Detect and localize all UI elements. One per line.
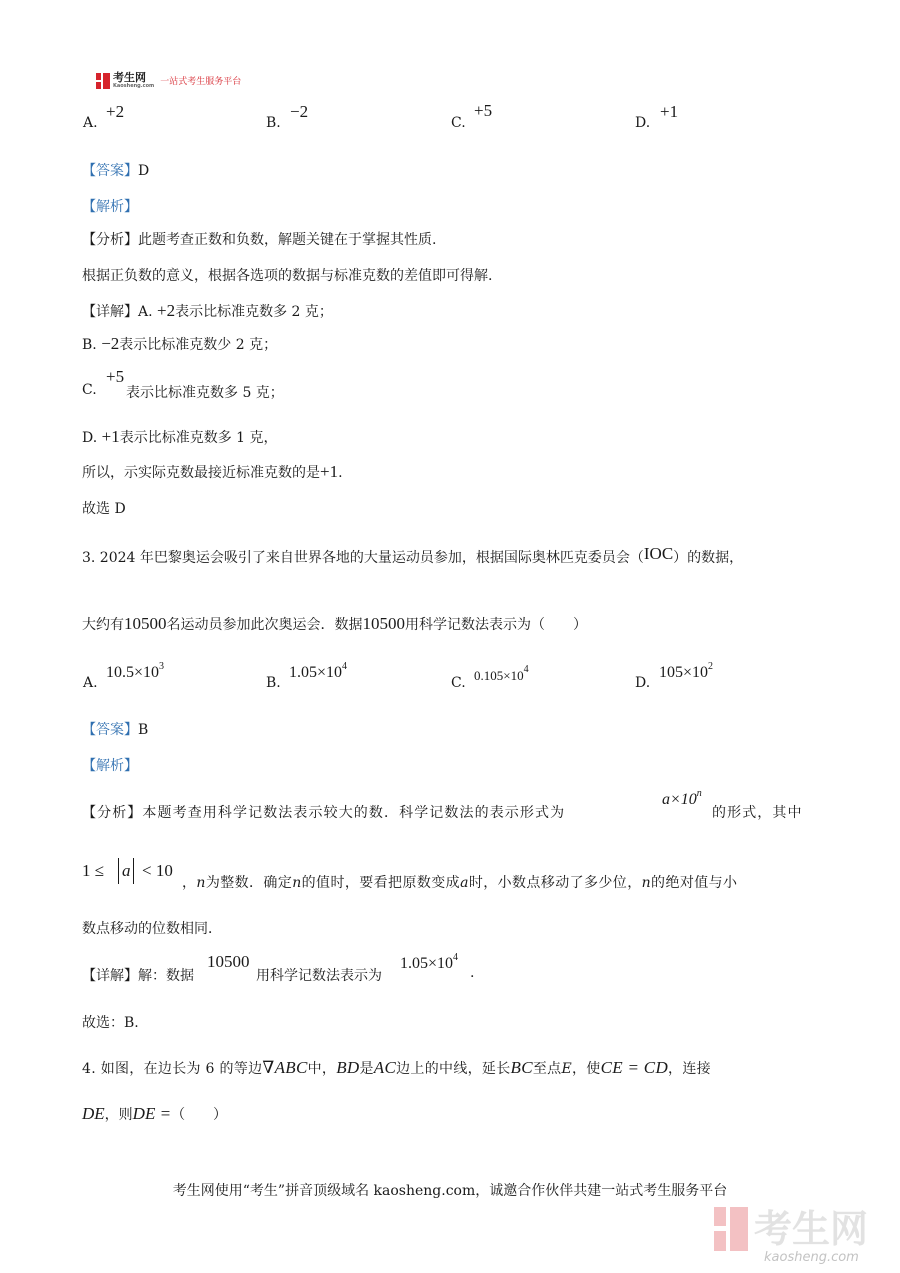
- stem-text: 中，: [307, 1061, 337, 1077]
- fenxi-math-exp: n: [696, 788, 702, 799]
- q3-cond-right: < 10: [142, 861, 173, 880]
- answer-tag: 【答案】: [82, 722, 138, 738]
- q2-option-c-value: +5: [474, 101, 493, 120]
- seg-ac: AC: [373, 1058, 397, 1077]
- fenxi-math-base: a×10: [662, 791, 697, 808]
- q3-option-a-label: A.: [83, 675, 98, 691]
- q2-xiangjie-c-prefix: C.: [82, 382, 97, 398]
- q3-stem-line1: [82, 544, 744, 567]
- option-base: 105×10: [659, 664, 709, 681]
- logo-name: 考生网: [113, 71, 146, 84]
- seg-de-eq: DE =: [132, 1104, 172, 1123]
- option-base: 10.5×10: [106, 664, 160, 681]
- abs-bar-left: [118, 858, 119, 884]
- q3-cond-text: [182, 872, 737, 892]
- stem-text: 至点: [532, 1061, 562, 1077]
- line-prefix: B.: [82, 337, 97, 353]
- watermark-domain: kaosheng.com: [764, 1250, 859, 1265]
- fenxi-text: 此题考查正数和负数，解题关键在于掌握其性质.: [138, 232, 437, 248]
- q2-option-a-value: +2: [106, 102, 125, 121]
- kaosheng-logo-icon: [96, 73, 110, 89]
- q3-option-d-label: D.: [635, 675, 651, 691]
- stem-text-end: ）的数据，: [673, 550, 744, 566]
- fenxi-text: 本题考查用科学记数法表示较大的数．科学记数法的表示形式为: [142, 805, 566, 821]
- stem-text: 3. 2024 年巴黎奥运会吸引了来自世界各地的大量运动员参加，根据国际奥林匹克委员会（: [82, 550, 644, 566]
- seg-de: DE: [82, 1104, 105, 1123]
- kaosheng-watermark-icon: [714, 1207, 748, 1251]
- q2-xiangjie-c-math: +5: [106, 367, 125, 386]
- xiangjie-tag: 【详解】: [82, 304, 138, 320]
- stem-text: ，连接: [668, 1061, 711, 1077]
- var-a: a: [460, 875, 469, 891]
- var-n: n: [292, 875, 302, 891]
- q3-choose: 故选：B.: [82, 1015, 139, 1031]
- ioc-math: IOC: [643, 544, 674, 563]
- eq-ce-cd: CE = CD: [600, 1058, 669, 1077]
- line-prefix: A.: [138, 304, 153, 320]
- q4-stem-line2: [82, 1104, 227, 1124]
- q3-fenxi-end: 的形式，其中: [712, 805, 803, 821]
- conclusion-end: .: [338, 465, 343, 481]
- watermark-logo: [714, 1207, 868, 1251]
- answer-tag: 【答案】: [82, 163, 138, 179]
- q3-option-d-value: [659, 661, 713, 682]
- q3-option-b-value: [289, 661, 347, 682]
- q3-xiangjie-text2: 用科学记数法表示为: [256, 968, 382, 984]
- q3-cond-left: 1 ≤: [82, 861, 105, 880]
- cond-text: 时，小数点移动了多少位，: [468, 875, 642, 891]
- xiangjie-text: 解：数据: [138, 968, 194, 984]
- q3-xiangjie-end: .: [470, 965, 475, 981]
- fenxi-tag: 【分析】: [82, 232, 138, 248]
- stem-text: （ ）: [171, 1107, 228, 1123]
- stem-text: ，使: [572, 1061, 601, 1077]
- q2-xiangjie-a: [82, 301, 333, 321]
- line-math: −2: [101, 334, 120, 353]
- q3-option-b-label: B.: [266, 675, 281, 691]
- seg-bc: BC: [510, 1058, 533, 1077]
- number-10500: 10500: [124, 614, 167, 633]
- q2-xiangjie-c-text: 表示比标准克数多 5 克；: [126, 385, 284, 401]
- option-exp: 4: [342, 661, 348, 672]
- q3-fenxi-math: [662, 788, 702, 809]
- option-base: 0.105×10: [474, 668, 524, 683]
- stem-text: 大约有: [82, 617, 124, 633]
- number-10500-b: 10500: [362, 614, 405, 633]
- page-footer: 考生网使用“考生”拼音顶级域名 kaosheng.com，诚邀合作伙伴共建一站式考生服务平台: [172, 1183, 728, 1199]
- answer-value: D: [138, 163, 150, 179]
- q2-answer: [82, 160, 149, 180]
- stem-text: 4. 如图，在边长为 6 的等边: [82, 1061, 263, 1077]
- option-exp: 2: [708, 661, 714, 672]
- q3-option-c-label: C.: [451, 675, 466, 691]
- q3-option-c-value: [474, 664, 529, 684]
- logo-domain: Kaosheng.com: [113, 83, 155, 89]
- conclusion-text: 所以，示实际克数最接近标准克数的是: [82, 465, 320, 481]
- q2-option-b-value: −2: [290, 102, 309, 121]
- triangle-abc: ∇ABC: [262, 1058, 308, 1077]
- q4-stem-line1: [82, 1058, 711, 1078]
- header-logo: [96, 72, 241, 89]
- cond-text: 为整数．确定: [205, 875, 293, 891]
- logo-slogan: 一站式考生服务平台: [160, 77, 242, 87]
- q3-analysis-tag: 【解析】: [82, 758, 138, 774]
- q3-xiangjie-num: 10500: [207, 952, 250, 971]
- var-n: n: [196, 875, 206, 891]
- option-exp: 3: [159, 661, 165, 672]
- option-exp: 4: [523, 664, 529, 675]
- stem-text: 边上的中线，延长: [396, 1061, 511, 1077]
- q2-fenxi: [82, 229, 436, 249]
- option-base: 1.05×10: [289, 664, 343, 681]
- xiangjie-base: 1.05×10: [400, 955, 454, 972]
- q3-stem-line2: [82, 614, 587, 634]
- conclusion-math: +1: [320, 462, 339, 481]
- cond-text: 的值时，要看把原数变成: [301, 875, 461, 891]
- watermark-name: 考生网: [754, 1207, 869, 1251]
- cond-text: 的绝对值与小: [651, 875, 738, 891]
- xiangjie-tag: 【详解】: [82, 968, 138, 984]
- line-math: +2: [157, 301, 176, 320]
- stem-text: ，则: [104, 1107, 133, 1123]
- point-e: E: [561, 1061, 572, 1077]
- fenxi-tag: 【分析】: [82, 805, 143, 821]
- seg-bd: BD: [336, 1058, 360, 1077]
- q2-option-c-label: C.: [451, 115, 466, 131]
- q3-cond-line3: 数点移动的位数相同．: [82, 921, 222, 937]
- q2-option-d-value: +1: [660, 102, 679, 121]
- abs-bar-right: [133, 858, 134, 884]
- q2-option-a-label: A.: [83, 115, 98, 131]
- q3-fenxi: [82, 802, 565, 822]
- q3-option-a-value: [106, 661, 164, 682]
- stem-text: 是: [359, 1061, 374, 1077]
- q2-analysis-tag: 【解析】: [82, 199, 138, 215]
- cond-comma: ，: [182, 875, 197, 891]
- stem-text: 用科学记数法表示为（ ）: [405, 617, 587, 633]
- q2-xiangjie-d: [82, 427, 278, 447]
- q2-fenxi-text2: 根据正负数的意义，根据各选项的数据与标准克数的差值即可得解.: [82, 268, 493, 284]
- q2-conclusion: [82, 462, 343, 482]
- var-n: n: [641, 875, 652, 891]
- answer-value: B: [138, 722, 149, 738]
- q2-option-b-label: B.: [266, 115, 281, 131]
- line-text: 表示比标准克数多 2 克；: [175, 304, 333, 320]
- line-text: 表示比标准克数多 1 克，: [119, 430, 278, 446]
- q3-answer: [82, 719, 148, 739]
- q3-xiangjie-math: [400, 952, 458, 973]
- stem-text: 名运动员参加此次奥运会．数据: [166, 617, 363, 633]
- q3-xiangjie: [82, 965, 194, 985]
- q2-option-d-label: D.: [635, 115, 651, 131]
- line-math: +1: [101, 427, 120, 446]
- xiangjie-exp: 4: [453, 952, 459, 963]
- line-prefix: D.: [82, 430, 98, 446]
- q3-cond-a: a: [122, 861, 131, 880]
- q2-xiangjie-b: [82, 334, 277, 354]
- line-text: 表示比标准克数少 2 克；: [119, 337, 278, 353]
- q2-choose: 故选 D: [82, 501, 126, 517]
